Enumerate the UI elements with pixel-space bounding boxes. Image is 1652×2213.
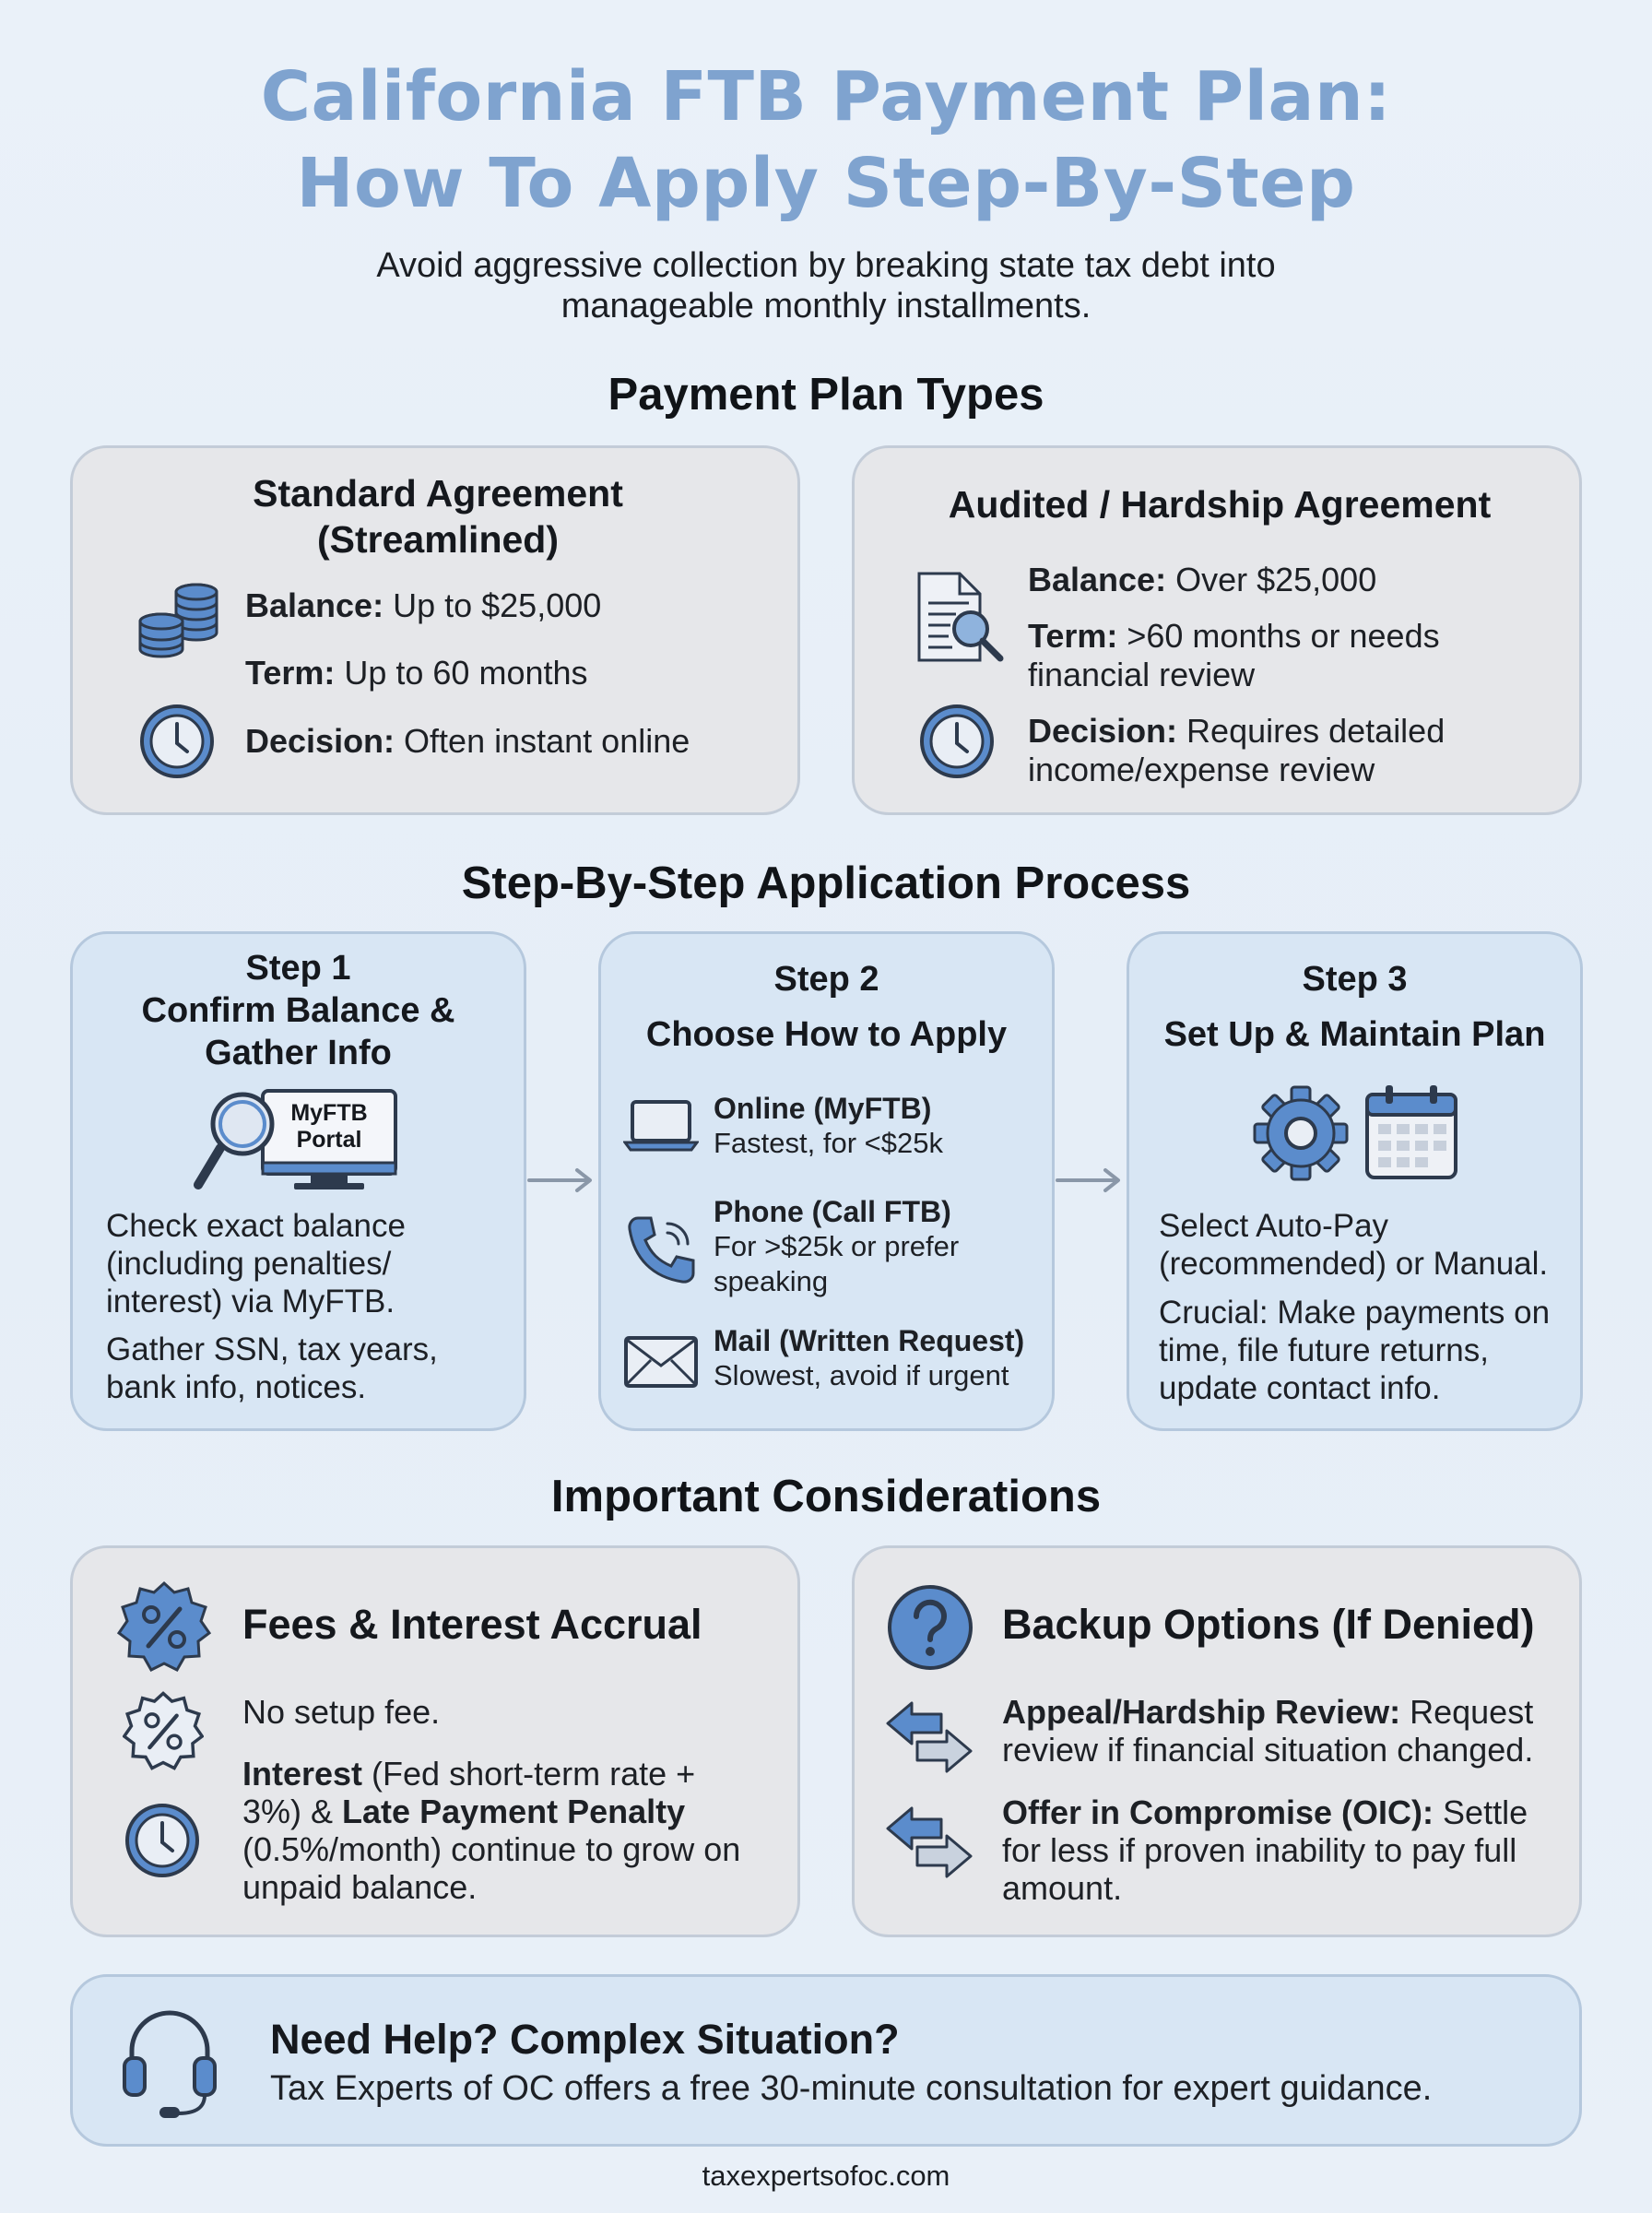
help-banner — [70, 1974, 1582, 2147]
step-2-title: Choose How to Apply — [645, 1015, 1008, 1054]
step-2-card — [598, 931, 1055, 1431]
step-1-card — [70, 931, 526, 1431]
page-title — [0, 53, 1652, 227]
coins-icon — [136, 579, 226, 662]
arrow-right-icon — [525, 1166, 597, 1195]
hardship-agreement-title: Audited / Hardship Agreement — [948, 483, 1492, 526]
subtitle-line-2: manageable monthly installments. — [560, 287, 1092, 325]
portal-label-line-2: Portal — [296, 1127, 362, 1153]
standard-balance-row: Balance: Up to $25,000 — [245, 586, 602, 624]
backup-title: Backup Options (If Denied) — [1002, 1601, 1535, 1648]
step-2-label: Step 2 — [773, 960, 879, 999]
question-icon — [886, 1583, 974, 1672]
interest-penalty-text: Interest (Fed short-term rate + 3%) & Late Payment Penalty (0.5%/month) continue to grow on unpaid balance. — [242, 1755, 741, 1906]
process-heading: Step-By-Step Application Process — [461, 858, 1191, 908]
oic-option: Offer in Compromise (OIC): Settle for less if proven inability to pay full amount. — [1002, 1793, 1528, 1907]
clock-icon — [917, 702, 997, 781]
step-3-card — [1127, 931, 1583, 1431]
gear-icon — [1253, 1085, 1349, 1181]
monitor-search-icon — [191, 1083, 403, 1196]
method-phone: Phone (Call FTB) For >$25k or prefer speaking — [714, 1195, 960, 1297]
page-subtitle — [273, 245, 1379, 326]
backup-options-card — [852, 1545, 1582, 1937]
help-title: Need Help? Complex Situation? — [270, 2016, 900, 2063]
headset-icon — [119, 2003, 220, 2121]
calendar-icon — [1363, 1083, 1459, 1181]
standard-agreement-card — [70, 445, 800, 815]
percent-badge-icon — [117, 1580, 211, 1674]
step-1-text-2: Gather SSN, tax years, bank info, notices. — [106, 1331, 438, 1405]
method-mail: Mail (Written Request) Slowest, avoid if urgent — [714, 1324, 1025, 1391]
title-line-2: How To Apply Step-By-Step — [296, 144, 1356, 223]
step-2-header — [601, 958, 1052, 1000]
title-line-1: California FTB Payment Plan: — [260, 57, 1392, 136]
step-3-text-1: Select Auto-Pay (recommended) or Manual. — [1159, 1208, 1549, 1282]
document-search-icon — [914, 570, 1006, 668]
clock-icon — [123, 1801, 202, 1880]
envelope-icon — [623, 1334, 699, 1390]
standard-term-row: Term: Up to 60 months — [245, 654, 588, 692]
step-1-label: Step 1 — [245, 949, 351, 988]
clock-icon — [137, 702, 217, 781]
standard-title-line-1: Standard Agreement — [253, 472, 623, 515]
fees-card — [70, 1545, 800, 1937]
plan-types-heading: Payment Plan Types — [608, 370, 1044, 420]
hardship-balance-row: Balance: Over $25,000 — [1028, 561, 1377, 598]
standard-decision-row: Decision: Often instant online — [245, 722, 690, 760]
step-3-title: Set Up & Maintain Plan — [1163, 1015, 1546, 1054]
hardship-term-row: Term: >60 months or needs financial review — [1028, 617, 1440, 693]
percent-badge-outline-icon — [123, 1690, 204, 1771]
step-3-text-2: Crucial: Make payments on time, file future returns, update contact info. — [1159, 1295, 1551, 1406]
appeal-option: Appeal/Hardship Review: Request review if financial situation changed. — [1002, 1693, 1534, 1769]
fees-title: Fees & Interest Accrual — [242, 1601, 702, 1648]
step-1-header — [73, 947, 524, 1074]
step-3-label: Step 3 — [1302, 960, 1408, 999]
step-1-title-line-2: Gather Info — [205, 1034, 392, 1072]
phone-icon — [625, 1213, 699, 1286]
swap-arrows-icon — [884, 1698, 974, 1777]
help-text: Tax Experts of OC offers a free 30-minute consultation for expert guidance. — [270, 2069, 1433, 2108]
no-setup-fee: No setup fee. — [242, 1693, 441, 1731]
arrow-right-icon — [1054, 1166, 1126, 1195]
hardship-agreement-card — [852, 445, 1582, 815]
standard-title-line-2: (Streamlined) — [317, 518, 559, 561]
subtitle-line-1: Avoid aggressive collection by breaking state tax debt into — [376, 246, 1276, 285]
portal-label-line-1: MyFTB — [290, 1100, 368, 1126]
laptop-icon — [623, 1098, 699, 1154]
standard-agreement-title — [73, 470, 803, 562]
footer-url[interactable]: taxexpertsofoc.com — [702, 2160, 950, 2192]
swap-arrows-icon — [884, 1803, 974, 1882]
considerations-heading: Important Considerations — [550, 1472, 1102, 1521]
method-online: Online (MyFTB) Fastest, for <$25k — [714, 1092, 943, 1159]
hardship-decision-row: Decision: Requires detailed income/expense review — [1028, 712, 1446, 788]
step-1-title-line-1: Confirm Balance & — [141, 991, 455, 1030]
step-1-text-1: Check exact balance (including penalties/ interest) via MyFTB. — [106, 1208, 406, 1320]
